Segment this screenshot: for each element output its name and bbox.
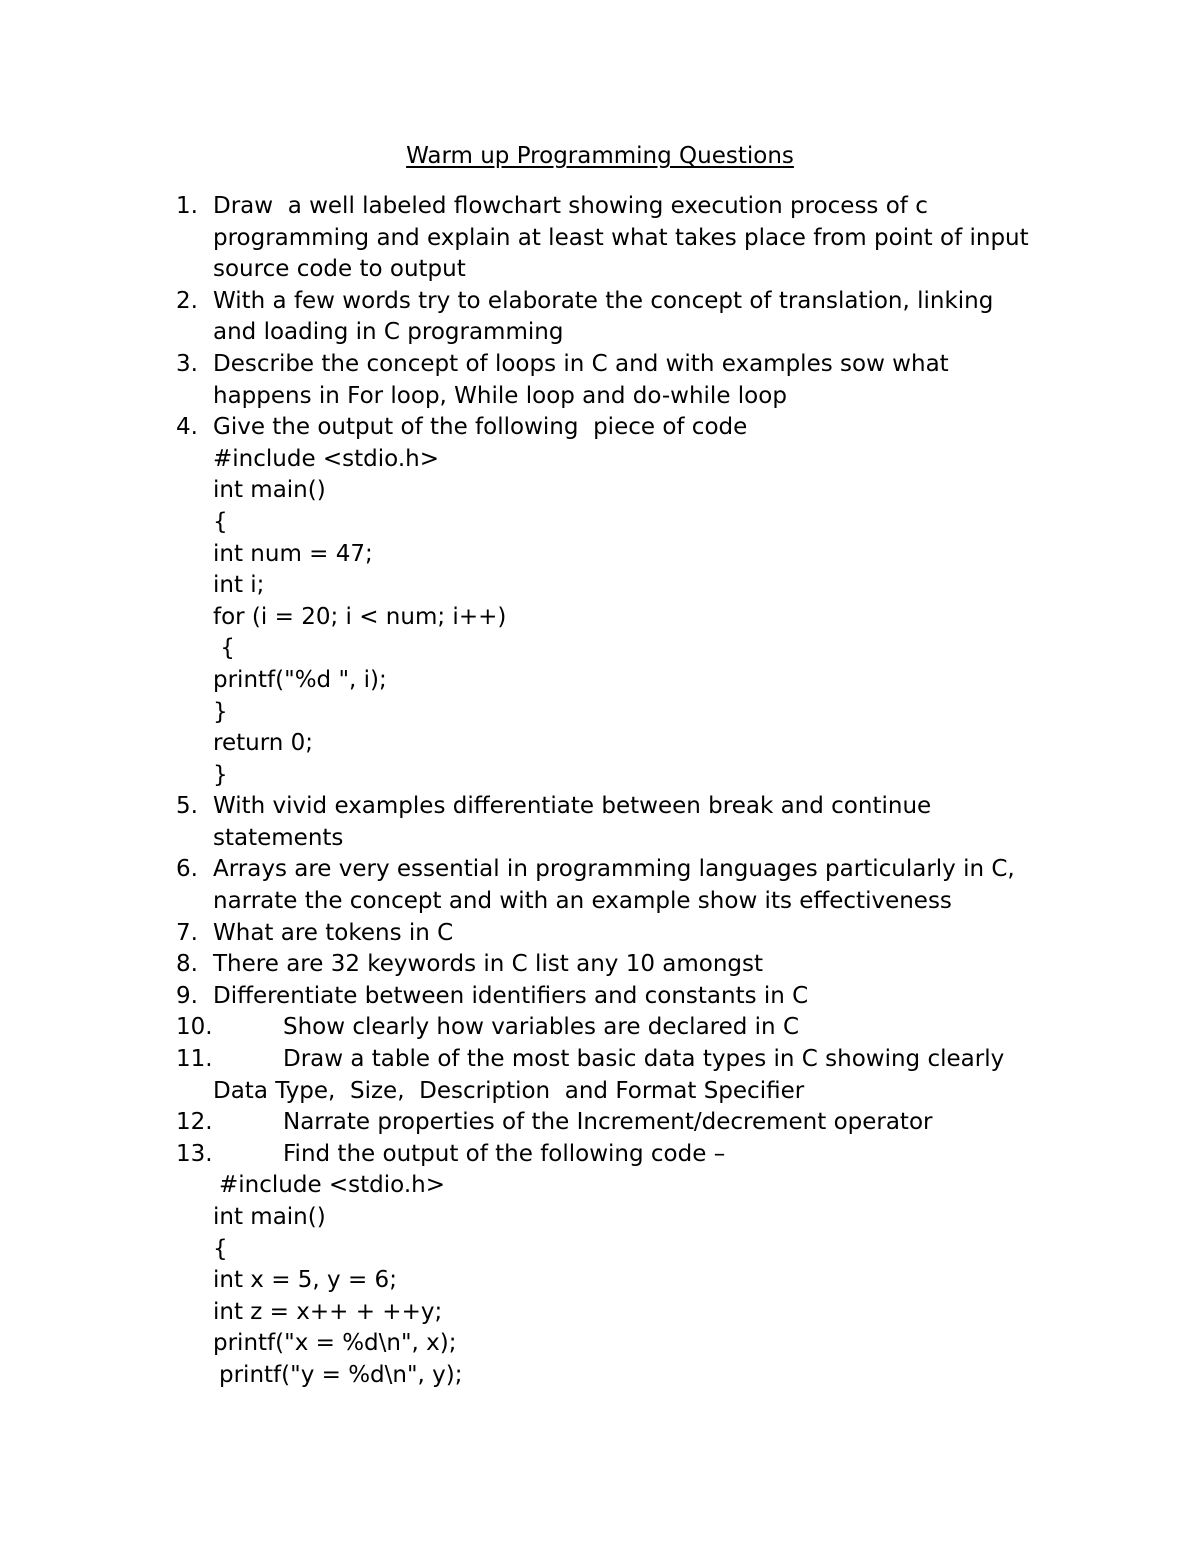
item-text: source code to output <box>213 256 466 283</box>
item-number: 11. <box>176 1046 213 1073</box>
code-text: int z = x++ + ++y; <box>213 1298 443 1325</box>
item-text: What are tokens in C <box>213 919 454 946</box>
list-item <box>0 191 1200 223</box>
code-line <box>0 444 1200 476</box>
item-number: 13. <box>176 1140 213 1167</box>
code-line <box>0 665 1200 697</box>
item-text: Narrate properties of the Increment/decrement operator <box>283 1109 933 1136</box>
list-item <box>0 886 1200 918</box>
list-item <box>0 791 1200 823</box>
list-item <box>0 949 1200 981</box>
code-text: #include <stdio.h> <box>219 1172 446 1199</box>
code-line <box>0 570 1200 602</box>
list-item <box>0 317 1200 349</box>
item-number: 1. <box>176 193 198 219</box>
code-line <box>0 633 1200 665</box>
item-text: Draw a table of the most basic data types in C showing clearly <box>283 1046 1005 1073</box>
code-text: { <box>213 1235 228 1262</box>
list-item <box>0 254 1200 286</box>
document-title: Warm up Programming Questions <box>406 143 794 169</box>
code-text: printf("y = %d\n", y); <box>219 1361 463 1388</box>
list-item <box>0 381 1200 413</box>
list-item <box>0 412 1200 444</box>
list-item <box>0 1139 1200 1171</box>
item-number: 8. <box>176 951 198 978</box>
list-item <box>0 918 1200 950</box>
code-text: { <box>213 508 228 535</box>
item-text: Give the output of the following piece of code <box>213 414 748 441</box>
code-text: } <box>213 761 228 788</box>
item-text: programming and explain at least what takes place from point of input <box>213 224 1029 251</box>
item-number: 6. <box>176 856 198 883</box>
item-text: With vivid examples differentiate between break and continue <box>213 793 932 820</box>
code-line <box>0 1170 1200 1202</box>
question-list <box>0 191 1200 1392</box>
item-number: 10. <box>176 1014 213 1041</box>
item-number: 5. <box>176 793 198 820</box>
item-text: Data Type, Size, Description and Format Specifier <box>213 1077 805 1104</box>
code-text: } <box>213 698 228 725</box>
item-text: Differentiate between identifiers and constants in C <box>213 982 809 1009</box>
list-item <box>0 854 1200 886</box>
code-text: for (i = 20; i < num; i++) <box>213 603 507 630</box>
item-number: 12. <box>176 1109 213 1136</box>
code-line <box>0 475 1200 507</box>
code-text: int x = 5, y = 6; <box>213 1267 397 1294</box>
code-line <box>0 1202 1200 1234</box>
code-line <box>0 1297 1200 1329</box>
code-text: #include <stdio.h> <box>213 445 440 472</box>
item-text: statements <box>213 824 344 851</box>
item-number: 2. <box>176 287 198 314</box>
list-item <box>0 1012 1200 1044</box>
code-text: printf("x = %d\n", x); <box>213 1330 457 1357</box>
code-line <box>0 602 1200 634</box>
code-text: return 0; <box>213 730 314 757</box>
item-text: Find the output of the following code – <box>283 1140 726 1167</box>
code-text: int i; <box>213 572 265 599</box>
list-item <box>0 981 1200 1013</box>
list-item <box>0 823 1200 855</box>
code-line <box>0 760 1200 792</box>
code-line <box>0 697 1200 729</box>
item-text: There are 32 keywords in C list any 10 amongst <box>213 951 764 978</box>
item-text: happens in For loop, While loop and do-while loop <box>213 382 787 409</box>
code-line <box>0 539 1200 571</box>
item-text: Describe the concept of loops in C and with examples sow what <box>213 350 949 377</box>
list-item <box>0 286 1200 318</box>
item-text: Draw a well labeled flowchart showing execution process of c <box>213 193 928 219</box>
code-line <box>0 1265 1200 1297</box>
code-line <box>0 1234 1200 1266</box>
item-text: Show clearly how variables are declared in C <box>283 1014 800 1041</box>
list-item <box>0 349 1200 381</box>
code-text: { <box>213 635 235 662</box>
list-item <box>0 223 1200 255</box>
item-text: narrate the concept and with an example show its effectiveness <box>213 888 952 915</box>
code-line <box>0 1360 1200 1392</box>
list-item <box>0 1044 1200 1076</box>
item-text: and loading in C programming <box>213 319 564 346</box>
item-text: Arrays are very essential in programming languages particularly in C, <box>213 856 1015 883</box>
item-number: 3. <box>176 350 198 377</box>
code-text: int main() <box>213 477 326 504</box>
code-text: printf("%d ", i); <box>213 666 387 693</box>
item-text: With a few words try to elaborate the concept of translation, linking <box>213 287 994 314</box>
code-text: int main() <box>213 1204 326 1230</box>
code-line <box>0 1328 1200 1360</box>
code-line <box>0 728 1200 760</box>
item-number: 7. <box>176 919 198 946</box>
list-item <box>0 1076 1200 1108</box>
code-text: int num = 47; <box>213 540 373 567</box>
item-number: 4. <box>176 414 198 441</box>
item-number: 9. <box>176 982 198 1009</box>
code-line <box>0 507 1200 539</box>
list-item <box>0 1107 1200 1139</box>
